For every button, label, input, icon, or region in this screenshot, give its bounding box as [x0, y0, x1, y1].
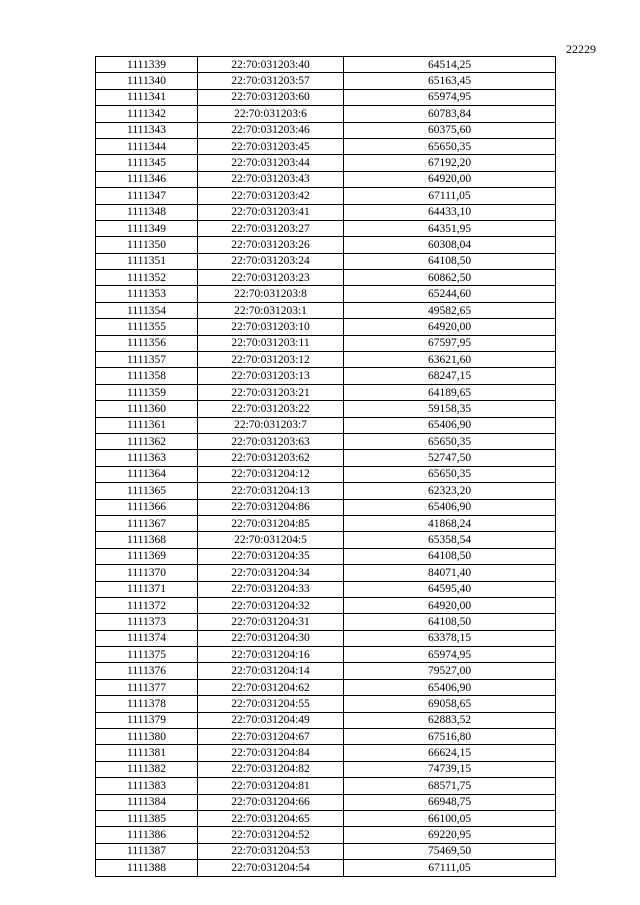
row-number-cell: 1111368 [96, 532, 198, 548]
cadastral-number-cell: 22:70:031204:67 [198, 729, 344, 745]
cadastral-number-cell: 22:70:031203:27 [198, 220, 344, 236]
cadastral-value-cell: 75469,50 [344, 843, 556, 859]
cadastral-number-cell: 22:70:031203:21 [198, 384, 344, 400]
table-row [96, 155, 556, 171]
cadastral-value-cell: 49582,65 [344, 302, 556, 318]
row-number-cell: 1111361 [96, 417, 198, 433]
table-row [96, 778, 556, 794]
table-row [96, 106, 556, 122]
row-number-cell: 1111362 [96, 433, 198, 449]
cadastral-number-cell: 22:70:031204:65 [198, 810, 344, 826]
cadastral-value-cell: 65406,90 [344, 417, 556, 433]
row-number-cell: 1111345 [96, 155, 198, 171]
table-row [96, 204, 556, 220]
table-row [96, 843, 556, 859]
cadastral-value-table [95, 56, 556, 877]
cadastral-number-cell: 22:70:031204:30 [198, 630, 344, 646]
cadastral-number-cell: 22:70:031203:13 [198, 368, 344, 384]
table-row [96, 286, 556, 302]
row-number-cell: 1111350 [96, 237, 198, 253]
cadastral-value-cell: 62883,52 [344, 712, 556, 728]
cadastral-value-cell: 64351,95 [344, 220, 556, 236]
cadastral-number-cell: 22:70:031203:60 [198, 89, 344, 105]
cadastral-value-cell: 65406,90 [344, 679, 556, 695]
cadastral-value-cell: 65406,90 [344, 499, 556, 515]
row-number-cell: 1111373 [96, 614, 198, 630]
cadastral-value-cell: 64514,25 [344, 57, 556, 73]
table-row [96, 270, 556, 286]
row-number-cell: 1111386 [96, 827, 198, 843]
cadastral-number-cell: 22:70:031204:54 [198, 860, 344, 876]
cadastral-value-cell: 65358,54 [344, 532, 556, 548]
cadastral-number-cell: 22:70:031203:7 [198, 417, 344, 433]
cadastral-value-cell: 67192,20 [344, 155, 556, 171]
table-row [96, 827, 556, 843]
table-row [96, 237, 556, 253]
cadastral-value-cell: 64433,10 [344, 204, 556, 220]
cadastral-value-cell: 64920,00 [344, 319, 556, 335]
table-row [96, 647, 556, 663]
cadastral-number-cell: 22:70:031203:8 [198, 286, 344, 302]
row-number-cell: 1111378 [96, 696, 198, 712]
cadastral-number-cell: 22:70:031203:43 [198, 171, 344, 187]
table-row [96, 138, 556, 154]
row-number-cell: 1111352 [96, 270, 198, 286]
cadastral-value-cell: 68571,75 [344, 778, 556, 794]
cadastral-number-cell: 22:70:031204:85 [198, 515, 344, 531]
cadastral-value-cell: 67111,05 [344, 188, 556, 204]
row-number-cell: 1111380 [96, 729, 198, 745]
row-number-cell: 1111374 [96, 630, 198, 646]
cadastral-value-cell: 66100,05 [344, 810, 556, 826]
table-row [96, 352, 556, 368]
table-row [96, 581, 556, 597]
table-row [96, 188, 556, 204]
row-number-cell: 1111375 [96, 647, 198, 663]
row-number-cell: 1111351 [96, 253, 198, 269]
row-number-cell: 1111358 [96, 368, 198, 384]
row-number-cell: 1111349 [96, 220, 198, 236]
table-row [96, 401, 556, 417]
cadastral-value-cell: 60862,50 [344, 270, 556, 286]
cadastral-number-cell: 22:70:031203:41 [198, 204, 344, 220]
table-row [96, 319, 556, 335]
table-row [96, 729, 556, 745]
cadastral-number-cell: 22:70:031203:42 [198, 188, 344, 204]
row-number-cell: 1111384 [96, 794, 198, 810]
cadastral-number-cell: 22:70:031203:57 [198, 73, 344, 89]
row-number-cell: 1111364 [96, 466, 198, 482]
cadastral-number-cell: 22:70:031203:10 [198, 319, 344, 335]
row-number-cell: 1111366 [96, 499, 198, 515]
table-row [96, 745, 556, 761]
row-number-cell: 1111385 [96, 810, 198, 826]
table-row [96, 761, 556, 777]
cadastral-value-cell: 67516,80 [344, 729, 556, 745]
page-number: 22229 [566, 42, 596, 56]
cadastral-number-cell: 22:70:031203:1 [198, 302, 344, 318]
cadastral-value-cell: 60375,60 [344, 122, 556, 138]
cadastral-value-cell: 62323,20 [344, 483, 556, 499]
row-number-cell: 1111376 [96, 663, 198, 679]
row-number-cell: 1111360 [96, 401, 198, 417]
table-row [96, 253, 556, 269]
table-row [96, 794, 556, 810]
row-number-cell: 1111365 [96, 483, 198, 499]
table-row [96, 597, 556, 613]
row-number-cell: 1111388 [96, 860, 198, 876]
row-number-cell: 1111354 [96, 302, 198, 318]
cadastral-number-cell: 22:70:031204:49 [198, 712, 344, 728]
cadastral-number-cell: 22:70:031204:82 [198, 761, 344, 777]
cadastral-number-cell: 22:70:031204:12 [198, 466, 344, 482]
cadastral-value-cell: 64108,50 [344, 253, 556, 269]
row-number-cell: 1111355 [96, 319, 198, 335]
table-row [96, 417, 556, 433]
table-row [96, 565, 556, 581]
cadastral-number-cell: 22:70:031203:46 [198, 122, 344, 138]
cadastral-value-cell: 69058,65 [344, 696, 556, 712]
row-number-cell: 1111343 [96, 122, 198, 138]
row-number-cell: 1111382 [96, 761, 198, 777]
row-number-cell: 1111348 [96, 204, 198, 220]
table-row [96, 220, 556, 236]
row-number-cell: 1111372 [96, 597, 198, 613]
cadastral-value-cell: 60783,84 [344, 106, 556, 122]
cadastral-number-cell: 22:70:031203:12 [198, 352, 344, 368]
cadastral-number-cell: 22:70:031204:5 [198, 532, 344, 548]
row-number-cell: 1111346 [96, 171, 198, 187]
row-number-cell: 1111367 [96, 515, 198, 531]
cadastral-number-cell: 22:70:031203:45 [198, 138, 344, 154]
table-row [96, 73, 556, 89]
cadastral-number-cell: 22:70:031203:22 [198, 401, 344, 417]
cadastral-value-cell: 64920,00 [344, 597, 556, 613]
cadastral-number-cell: 22:70:031204:53 [198, 843, 344, 859]
table-body [96, 57, 556, 877]
cadastral-number-cell: 22:70:031203:44 [198, 155, 344, 171]
cadastral-number-cell: 22:70:031204:33 [198, 581, 344, 597]
cadastral-number-cell: 22:70:031204:86 [198, 499, 344, 515]
cadastral-value-cell: 64189,65 [344, 384, 556, 400]
cadastral-number-cell: 22:70:031204:52 [198, 827, 344, 843]
table-row [96, 860, 556, 876]
cadastral-number-cell: 22:70:031204:16 [198, 647, 344, 663]
row-number-cell: 1111377 [96, 679, 198, 695]
cadastral-value-cell: 66624,15 [344, 745, 556, 761]
table-row [96, 302, 556, 318]
cadastral-value-cell: 60308,04 [344, 237, 556, 253]
table-row [96, 368, 556, 384]
table-row [96, 499, 556, 515]
cadastral-number-cell: 22:70:031204:84 [198, 745, 344, 761]
table-row [96, 57, 556, 73]
cadastral-number-cell: 22:70:031203:11 [198, 335, 344, 351]
cadastral-number-cell: 22:70:031204:13 [198, 483, 344, 499]
cadastral-number-cell: 22:70:031203:6 [198, 106, 344, 122]
cadastral-value-cell: 59158,35 [344, 401, 556, 417]
row-number-cell: 1111383 [96, 778, 198, 794]
row-number-cell: 1111369 [96, 548, 198, 564]
row-number-cell: 1111371 [96, 581, 198, 597]
table-row [96, 122, 556, 138]
cadastral-value-cell: 67597,95 [344, 335, 556, 351]
table-row [96, 466, 556, 482]
cadastral-value-cell: 79527,00 [344, 663, 556, 679]
table-row [96, 384, 556, 400]
row-number-cell: 1111347 [96, 188, 198, 204]
cadastral-number-cell: 22:70:031204:32 [198, 597, 344, 613]
cadastral-value-cell: 64108,50 [344, 548, 556, 564]
row-number-cell: 1111341 [96, 89, 198, 105]
cadastral-value-cell: 66948,75 [344, 794, 556, 810]
cadastral-number-cell: 22:70:031203:26 [198, 237, 344, 253]
table-row [96, 614, 556, 630]
table-row [96, 532, 556, 548]
cadastral-value-cell: 67111,05 [344, 860, 556, 876]
cadastral-value-cell: 63378,15 [344, 630, 556, 646]
cadastral-number-cell: 22:70:031204:81 [198, 778, 344, 794]
cadastral-number-cell: 22:70:031204:35 [198, 548, 344, 564]
cadastral-value-cell: 65974,95 [344, 89, 556, 105]
cadastral-value-cell: 41868,24 [344, 515, 556, 531]
cadastral-value-cell: 65650,35 [344, 433, 556, 449]
table-row [96, 810, 556, 826]
cadastral-value-cell: 64920,00 [344, 171, 556, 187]
row-number-cell: 1111342 [96, 106, 198, 122]
table-row [96, 171, 556, 187]
row-number-cell: 1111363 [96, 450, 198, 466]
row-number-cell: 1111387 [96, 843, 198, 859]
table-row [96, 663, 556, 679]
cadastral-value-cell: 84071,40 [344, 565, 556, 581]
cadastral-number-cell: 22:70:031204:34 [198, 565, 344, 581]
cadastral-number-cell: 22:70:031204:62 [198, 679, 344, 695]
table-row [96, 335, 556, 351]
cadastral-value-cell: 64108,50 [344, 614, 556, 630]
cadastral-number-cell: 22:70:031203:62 [198, 450, 344, 466]
cadastral-value-cell: 65650,35 [344, 138, 556, 154]
table-row [96, 483, 556, 499]
cadastral-number-cell: 22:70:031204:66 [198, 794, 344, 810]
cadastral-value-cell: 65650,35 [344, 466, 556, 482]
cadastral-value-cell: 69220,95 [344, 827, 556, 843]
cadastral-value-cell: 68247,15 [344, 368, 556, 384]
cadastral-number-cell: 22:70:031204:55 [198, 696, 344, 712]
table-row [96, 696, 556, 712]
row-number-cell: 1111379 [96, 712, 198, 728]
row-number-cell: 1111381 [96, 745, 198, 761]
table-row [96, 515, 556, 531]
cadastral-number-cell: 22:70:031204:31 [198, 614, 344, 630]
cadastral-value-cell: 65974,95 [344, 647, 556, 663]
cadastral-value-cell: 74739,15 [344, 761, 556, 777]
table-row [96, 433, 556, 449]
row-number-cell: 1111356 [96, 335, 198, 351]
cadastral-value-cell: 52747,50 [344, 450, 556, 466]
row-number-cell: 1111339 [96, 57, 198, 73]
cadastral-number-cell: 22:70:031204:14 [198, 663, 344, 679]
table-row [96, 712, 556, 728]
cadastral-value-cell: 63621,60 [344, 352, 556, 368]
table-row [96, 89, 556, 105]
cadastral-number-cell: 22:70:031203:24 [198, 253, 344, 269]
row-number-cell: 1111353 [96, 286, 198, 302]
table-row [96, 450, 556, 466]
row-number-cell: 1111344 [96, 138, 198, 154]
row-number-cell: 1111357 [96, 352, 198, 368]
cadastral-number-cell: 22:70:031203:23 [198, 270, 344, 286]
cadastral-value-cell: 65163,45 [344, 73, 556, 89]
table-row [96, 548, 556, 564]
cadastral-value-cell: 65244,60 [344, 286, 556, 302]
row-number-cell: 1111340 [96, 73, 198, 89]
table-row [96, 679, 556, 695]
row-number-cell: 1111370 [96, 565, 198, 581]
row-number-cell: 1111359 [96, 384, 198, 400]
cadastral-number-cell: 22:70:031203:63 [198, 433, 344, 449]
table-row [96, 630, 556, 646]
cadastral-value-cell: 64595,40 [344, 581, 556, 597]
cadastral-number-cell: 22:70:031203:40 [198, 57, 344, 73]
